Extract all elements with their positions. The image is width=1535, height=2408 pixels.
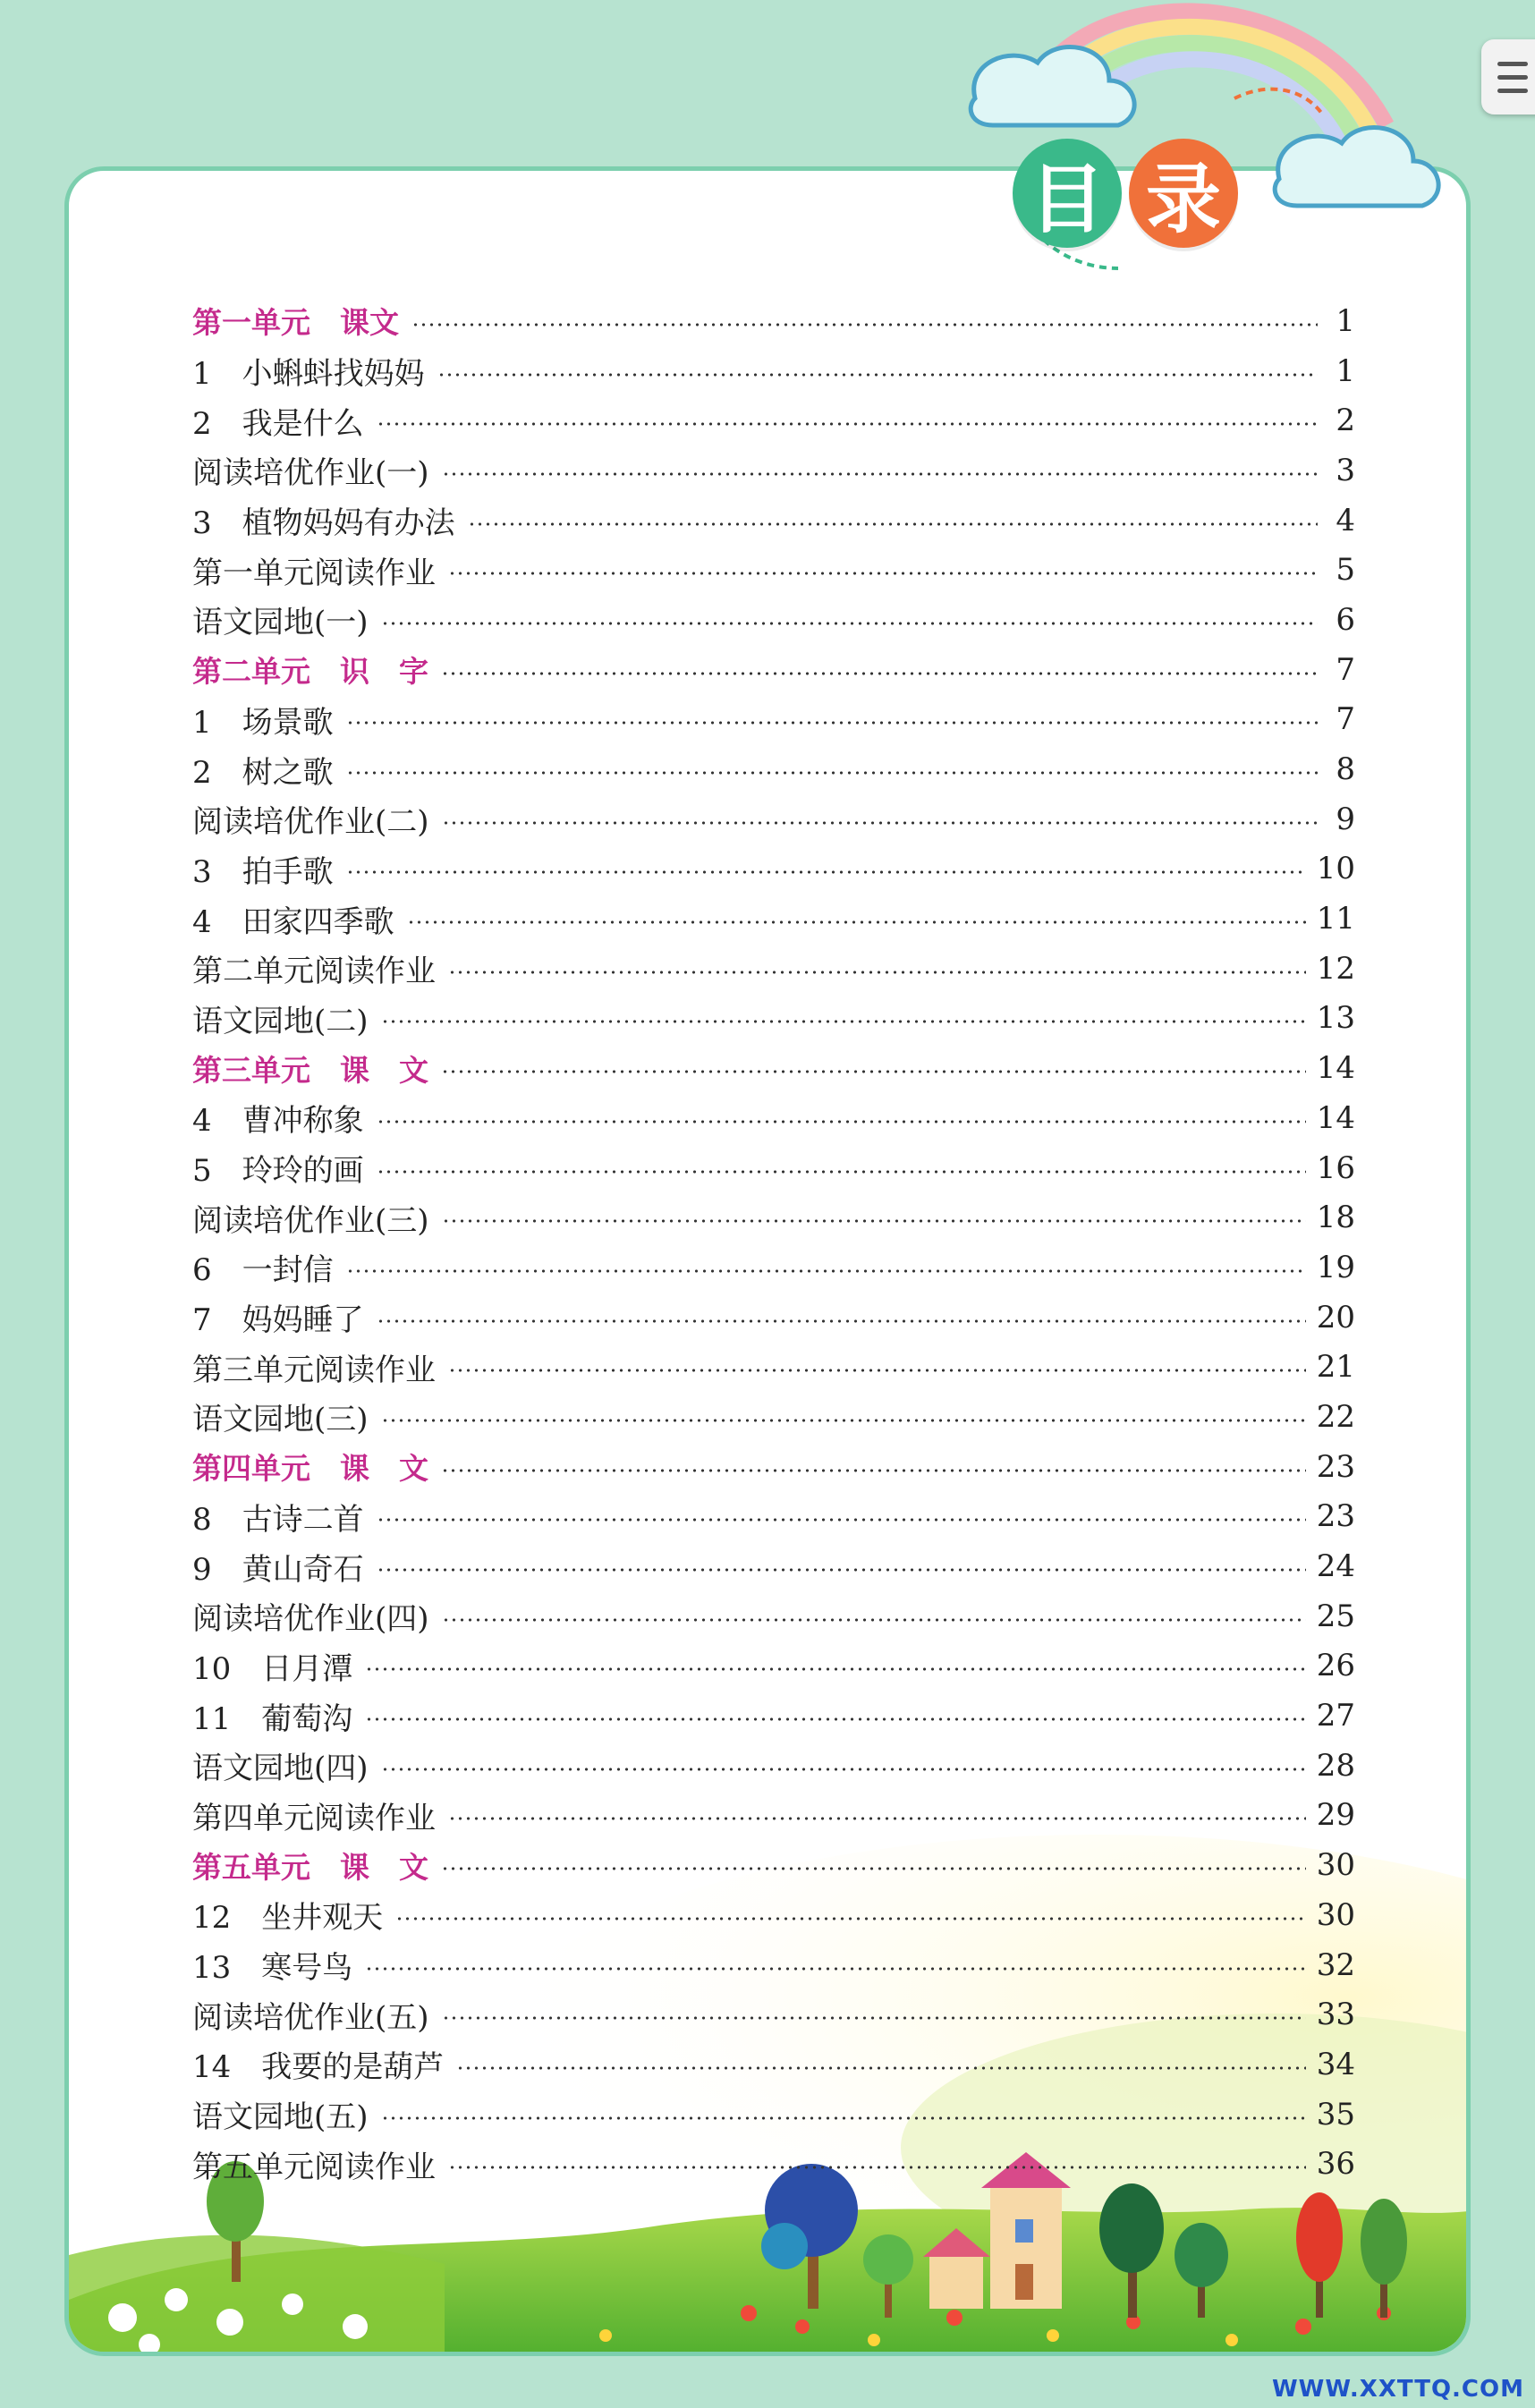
toc-entry[interactable] bbox=[192, 1392, 1355, 1442]
toc-entry[interactable] bbox=[192, 1143, 1355, 1193]
dot-leader bbox=[365, 1717, 1305, 1722]
hamburger-icon-line bbox=[1497, 89, 1528, 93]
toc-unit-heading[interactable] bbox=[192, 1840, 1355, 1890]
toc-entry[interactable] bbox=[192, 445, 1355, 496]
toc-page-number: 19 bbox=[1316, 1249, 1355, 1285]
toc-entry[interactable] bbox=[192, 1492, 1355, 1542]
toc-entry[interactable] bbox=[192, 1890, 1355, 1940]
toc-label: 6 一封信 bbox=[192, 1252, 334, 1289]
toc-page-number: 14 bbox=[1316, 1099, 1355, 1136]
toc-label: 语文园地(四) bbox=[192, 1751, 369, 1787]
toc-page-number: 11 bbox=[1316, 901, 1355, 937]
toc-label: 语文园地(一) bbox=[192, 605, 369, 641]
dot-leader bbox=[381, 2115, 1306, 2121]
toc-entry[interactable] bbox=[192, 1940, 1355, 1990]
toc-entry[interactable] bbox=[192, 744, 1355, 794]
dot-leader bbox=[442, 1617, 1306, 1623]
toc-label: 3 拍手歌 bbox=[192, 853, 334, 890]
dot-leader bbox=[377, 1318, 1306, 1324]
toc-label: 第五单元阅读作业 bbox=[192, 2149, 436, 2185]
dot-leader bbox=[437, 372, 1318, 377]
toc-page-number: 26 bbox=[1316, 1648, 1355, 1684]
toc-entry[interactable] bbox=[192, 794, 1355, 844]
toc-unit-heading[interactable] bbox=[192, 1442, 1355, 1492]
toc-entry[interactable] bbox=[192, 2039, 1355, 2090]
menu-button[interactable] bbox=[1481, 39, 1535, 114]
toc-page-number: 21 bbox=[1316, 1349, 1355, 1386]
dot-leader bbox=[407, 920, 1306, 925]
toc-label: 阅读培优作业(五) bbox=[192, 1999, 429, 2036]
toc-label: 1 场景歌 bbox=[192, 704, 334, 741]
dot-leader bbox=[381, 1767, 1306, 1772]
dot-leader bbox=[442, 2015, 1306, 2021]
dot-leader bbox=[365, 1666, 1305, 1672]
dot-leader bbox=[441, 671, 1318, 676]
toc-entry[interactable] bbox=[192, 994, 1355, 1044]
toc-page-number: 23 bbox=[1316, 1498, 1355, 1535]
dot-leader bbox=[346, 869, 1306, 875]
dot-leader bbox=[448, 1816, 1306, 1821]
toc-page-number: 25 bbox=[1316, 1598, 1355, 1634]
toc-entry[interactable] bbox=[192, 1641, 1355, 1692]
toc-entry[interactable] bbox=[192, 545, 1355, 595]
toc-entry[interactable] bbox=[192, 2090, 1355, 2140]
toc-entry[interactable] bbox=[192, 2139, 1355, 2189]
dot-leader bbox=[377, 1169, 1306, 1174]
toc-page-number: 6 bbox=[1336, 601, 1355, 638]
toc-page-number: 27 bbox=[1316, 1698, 1355, 1734]
toc-entry[interactable] bbox=[192, 496, 1355, 546]
dot-leader bbox=[346, 720, 1318, 725]
toc-label: 第四单元阅读作业 bbox=[192, 1800, 436, 1836]
toc-label: 14 我要的是葫芦 bbox=[192, 2049, 445, 2086]
toc-label: 11 葡萄沟 bbox=[192, 1700, 353, 1737]
dot-leader bbox=[381, 1418, 1306, 1423]
toc-label: 第二单元 识 字 bbox=[192, 654, 428, 690]
toc-label: 4 曹冲称象 bbox=[192, 1103, 364, 1140]
dot-leader bbox=[365, 1966, 1305, 1971]
toc-label: 3 植物妈妈有办法 bbox=[192, 505, 455, 542]
toc-page-number: 5 bbox=[1336, 552, 1355, 589]
toc-page-number: 20 bbox=[1316, 1299, 1355, 1335]
dot-leader bbox=[442, 471, 1318, 477]
toc-label: 第二单元阅读作业 bbox=[192, 954, 436, 990]
dot-leader bbox=[381, 621, 1318, 626]
toc-label: 1 小蝌蚪找妈妈 bbox=[192, 356, 425, 393]
toc-page-number: 7 bbox=[1336, 651, 1355, 688]
dot-leader bbox=[395, 1916, 1305, 1921]
toc-page-number: 16 bbox=[1316, 1149, 1355, 1186]
dot-leader bbox=[377, 1119, 1306, 1124]
toc-label: 第一单元阅读作业 bbox=[192, 555, 436, 591]
dot-leader bbox=[377, 421, 1318, 427]
toc-page-number: 30 bbox=[1316, 1847, 1355, 1884]
toc-page-number: 23 bbox=[1316, 1448, 1355, 1485]
toc-entry[interactable] bbox=[192, 595, 1355, 645]
dot-leader bbox=[346, 770, 1318, 776]
dot-leader bbox=[381, 1019, 1306, 1024]
toc-page-number: 22 bbox=[1316, 1398, 1355, 1435]
toc-label: 10 日月潭 bbox=[192, 1650, 353, 1687]
toc-entry[interactable] bbox=[192, 1192, 1355, 1242]
toc-entry[interactable] bbox=[192, 1093, 1355, 1143]
dot-leader bbox=[442, 1218, 1306, 1224]
toc-entry[interactable] bbox=[192, 1691, 1355, 1741]
toc-entry[interactable] bbox=[192, 944, 1355, 994]
toc-page-number: 10 bbox=[1316, 851, 1355, 887]
toc-unit-heading[interactable] bbox=[192, 296, 1355, 346]
toc-entry[interactable] bbox=[192, 695, 1355, 745]
toc-label: 12 坐井观天 bbox=[192, 1900, 384, 1937]
hamburger-icon-line bbox=[1497, 75, 1528, 80]
toc-label: 9 黄山奇石 bbox=[192, 1551, 364, 1588]
toc-page-number: 4 bbox=[1336, 502, 1355, 538]
dot-leader bbox=[346, 1268, 1306, 1274]
toc-page-number: 32 bbox=[1316, 1946, 1355, 1983]
dot-leader bbox=[448, 571, 1318, 576]
toc-label: 阅读培优作业(四) bbox=[192, 1601, 429, 1638]
dot-leader bbox=[448, 1368, 1306, 1373]
toc-entry[interactable] bbox=[192, 346, 1355, 396]
toc-entry[interactable] bbox=[192, 1342, 1355, 1392]
toc-unit-heading[interactable] bbox=[192, 1043, 1355, 1093]
toc-label: 4 田家四季歌 bbox=[192, 903, 394, 940]
toc-label: 语文园地(三) bbox=[192, 1402, 369, 1438]
toc-page-number: 34 bbox=[1316, 2046, 1355, 2082]
toc-label: 阅读培优作业(三) bbox=[192, 1202, 429, 1239]
toc-page-number: 33 bbox=[1316, 1997, 1355, 2033]
dot-leader bbox=[448, 2165, 1306, 2170]
toc-label: 7 妈妈睡了 bbox=[192, 1302, 364, 1339]
toc-label: 第三单元 课 文 bbox=[192, 1052, 428, 1088]
toc-page-number: 28 bbox=[1316, 1747, 1355, 1784]
toc-entry[interactable] bbox=[192, 395, 1355, 445]
toc-entry[interactable] bbox=[192, 1242, 1355, 1293]
dot-leader bbox=[442, 820, 1318, 826]
site-watermark: WWW.XXTTQ.COM bbox=[1272, 2376, 1524, 2403]
toc-page-number: 14 bbox=[1316, 1050, 1355, 1087]
toc-page bbox=[64, 166, 1471, 2356]
toc-label: 2 我是什么 bbox=[192, 405, 364, 442]
toc-label: 语文园地(二) bbox=[192, 1003, 369, 1039]
toc-page-number: 35 bbox=[1316, 2096, 1355, 2132]
dot-leader bbox=[441, 1069, 1306, 1074]
title-char-lu: 录 bbox=[1129, 139, 1238, 248]
table-of-contents bbox=[192, 296, 1355, 2189]
toc-page-number: 8 bbox=[1336, 751, 1355, 788]
toc-entry[interactable] bbox=[192, 844, 1355, 895]
toc-label: 第五单元 课 文 bbox=[192, 1849, 428, 1885]
toc-page-number: 24 bbox=[1316, 1548, 1355, 1585]
toc-page-number: 18 bbox=[1316, 1200, 1355, 1236]
toc-label: 2 树之歌 bbox=[192, 754, 334, 791]
dot-leader bbox=[456, 2065, 1305, 2071]
toc-label: 第一单元 课文 bbox=[192, 305, 399, 341]
toc-entry[interactable] bbox=[192, 1591, 1355, 1641]
toc-entry[interactable] bbox=[192, 1741, 1355, 1791]
toc-entry[interactable] bbox=[192, 1989, 1355, 2039]
toc-label: 8 古诗二首 bbox=[192, 1501, 364, 1538]
toc-page-number: 9 bbox=[1336, 801, 1355, 837]
toc-entry[interactable] bbox=[192, 1791, 1355, 1841]
dot-leader bbox=[441, 1866, 1306, 1871]
toc-page-number: 3 bbox=[1336, 452, 1355, 488]
toc-page-number: 1 bbox=[1336, 352, 1355, 389]
toc-page-number: 1 bbox=[1336, 302, 1355, 339]
dot-leader bbox=[377, 1567, 1306, 1573]
toc-page-number: 13 bbox=[1316, 1000, 1355, 1037]
toc-entry[interactable] bbox=[192, 894, 1355, 944]
toc-label: 第四单元 课 文 bbox=[192, 1451, 428, 1487]
toc-page-number: 2 bbox=[1336, 403, 1355, 439]
dot-leader bbox=[377, 1517, 1306, 1522]
dot-leader bbox=[468, 521, 1318, 527]
toc-label: 阅读培优作业(一) bbox=[192, 455, 429, 492]
title-char-mu: 目 bbox=[1013, 139, 1122, 248]
toc-label: 第三单元阅读作业 bbox=[192, 1352, 436, 1388]
toc-label: 语文园地(五) bbox=[192, 2099, 369, 2136]
toc-label: 5 玲玲的画 bbox=[192, 1153, 364, 1190]
toc-page-number: 36 bbox=[1316, 2146, 1355, 2183]
dot-leader bbox=[441, 1468, 1306, 1473]
toc-page-number: 7 bbox=[1336, 701, 1355, 738]
toc-page-number: 12 bbox=[1316, 950, 1355, 987]
toc-entry[interactable] bbox=[192, 1293, 1355, 1343]
toc-entry[interactable] bbox=[192, 1541, 1355, 1591]
dot-leader bbox=[411, 322, 1318, 327]
toc-label: 阅读培优作业(二) bbox=[192, 804, 429, 841]
toc-label: 13 寒号鸟 bbox=[192, 1950, 353, 1987]
toc-unit-heading[interactable] bbox=[192, 645, 1355, 695]
toc-page-number: 30 bbox=[1316, 1896, 1355, 1933]
hamburger-icon bbox=[1497, 62, 1528, 66]
dot-leader bbox=[448, 970, 1306, 975]
toc-page-number: 29 bbox=[1316, 1797, 1355, 1834]
